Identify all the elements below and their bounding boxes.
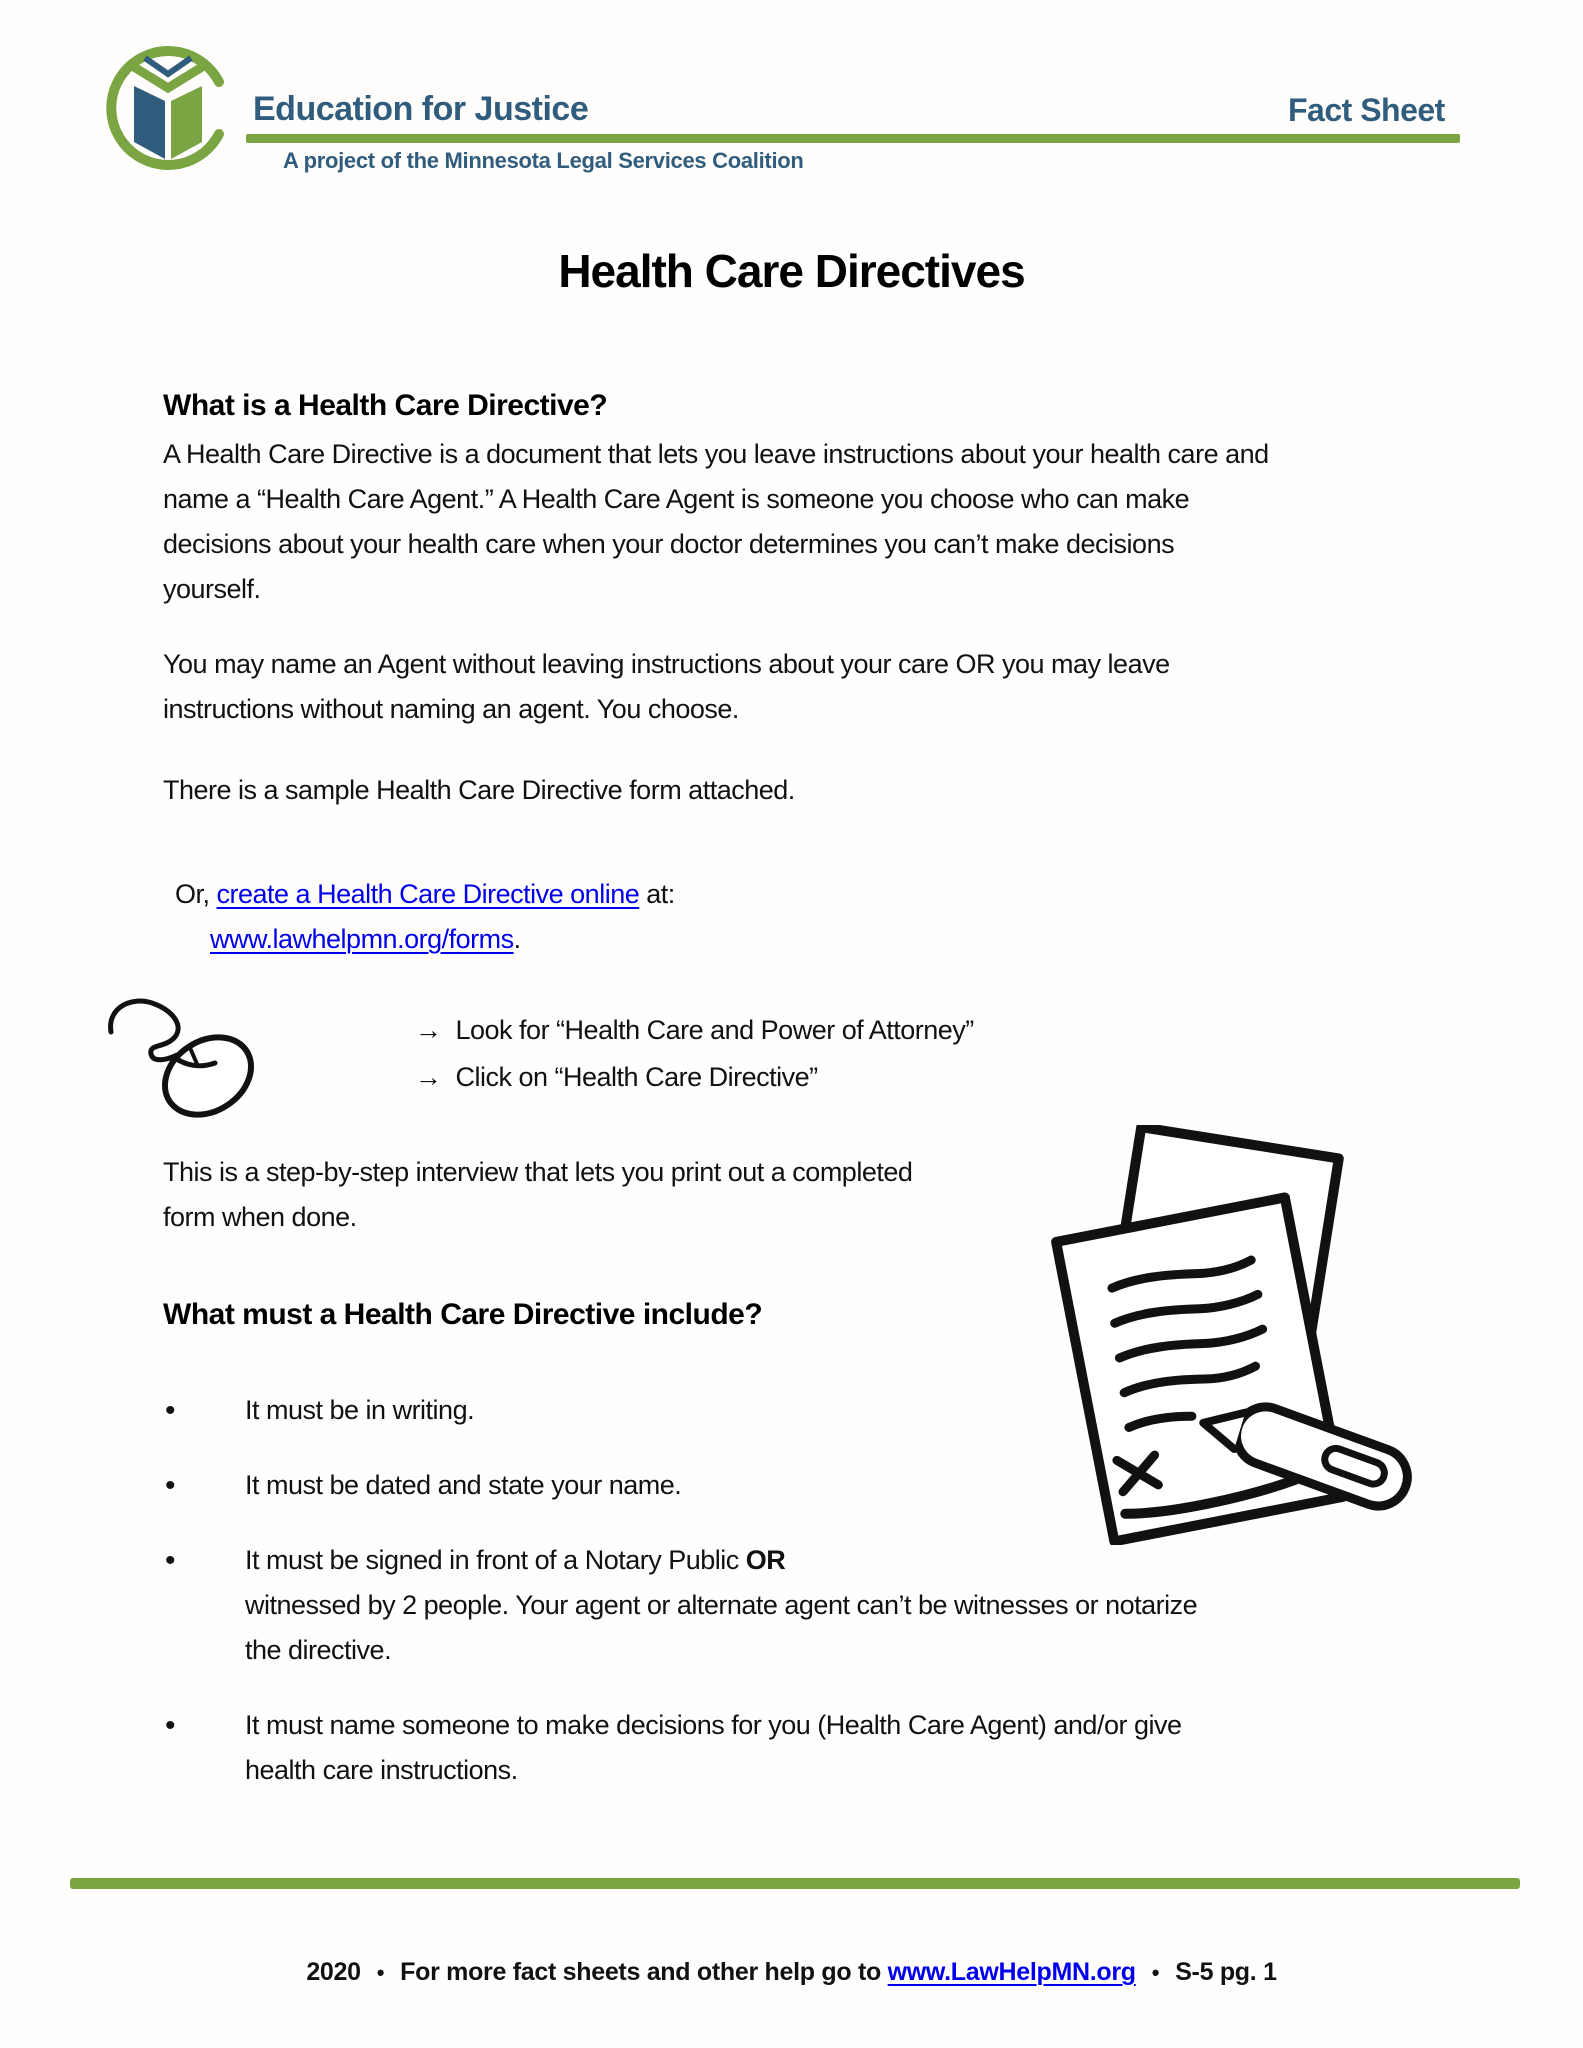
online-prefix: Or, xyxy=(175,879,217,909)
footer-bullet: • xyxy=(376,1960,385,1985)
online-url-line xyxy=(210,917,521,962)
bullet-text-bold: OR xyxy=(745,1545,786,1575)
list-item xyxy=(163,1538,1205,1673)
step-text: Look for “Health Care and Power of Attorney” xyxy=(455,1015,974,1045)
arrow-icon: → xyxy=(415,1015,442,1045)
step-text: Click on “Health Care Directive” xyxy=(455,1062,818,1092)
computer-mouse-icon xyxy=(105,992,270,1127)
arrow-icon: → xyxy=(415,1062,442,1092)
paragraph-interview-note: This is a step-by-step interview that lets you print out a completed form when done. xyxy=(163,1157,913,1232)
doc-type-label: Fact Sheet xyxy=(1288,92,1445,128)
section-heading-must-include: What must a Health Care Directive include? xyxy=(163,1298,763,1331)
lawhelpmn-footer-link[interactable]: www.LawHelpMN.org xyxy=(887,1958,1136,1986)
header-divider xyxy=(246,134,1460,143)
footer-page-label: S-5 pg. 1 xyxy=(1175,1958,1277,1986)
section-heading-what-is: What is a Health Care Directive? xyxy=(163,389,608,422)
online-option-line xyxy=(175,872,675,917)
lawhelpmn-forms-link[interactable]: www.lawhelpmn.org/forms xyxy=(210,924,514,954)
create-directive-link[interactable]: create a Health Care Directive online xyxy=(216,879,640,909)
online-suffix: at: xyxy=(639,879,675,909)
list-item xyxy=(163,1703,1205,1793)
bullet-text: It must be dated and state your name. xyxy=(245,1470,682,1500)
url-period: . xyxy=(513,924,521,954)
footer xyxy=(0,1958,1583,1987)
step-line xyxy=(415,1008,974,1053)
footer-text: For more fact sheets and other help go to xyxy=(400,1958,881,1986)
paragraph-definition: A Health Care Directive is a document that lets you leave instructions about your health care and name a “Health Care Agent.” A Health Care Agent is someone you choose who can make decisions about your health care when your doctor determines you can’t make decisions yourself. xyxy=(163,439,1269,604)
bullet-text: witnessed by 2 people. Your agent or alternate agent can’t be witnesses or notarize the directive. xyxy=(245,1590,1198,1665)
brand-tagline: A project of the Minnesota Legal Services Coalition xyxy=(283,148,804,173)
footer-divider xyxy=(70,1878,1520,1889)
bullet-text: It must name someone to make decisions for you (Health Care Agent) and/or give health care instructions. xyxy=(245,1710,1182,1785)
brand-title: Education for Justice xyxy=(253,90,589,128)
bullet-text: It must be in writing. xyxy=(245,1395,475,1425)
paragraph-name-agent: You may name an Agent without leaving instructions about your care OR you may leave instructions without naming an agent. You choose. xyxy=(163,649,1170,724)
paragraph-sample-form: There is a sample Health Care Directive form attached. xyxy=(163,775,795,805)
education-for-justice-logo-icon xyxy=(88,36,263,176)
bullet-text: It must be signed in front of a Notary Public xyxy=(245,1545,746,1575)
footer-year: 2020 xyxy=(306,1958,361,1986)
signed-document-pen-icon xyxy=(995,1125,1435,1545)
footer-bullet: • xyxy=(1151,1960,1160,1985)
page-title: Health Care Directives xyxy=(558,245,1025,297)
step-line xyxy=(415,1055,818,1100)
